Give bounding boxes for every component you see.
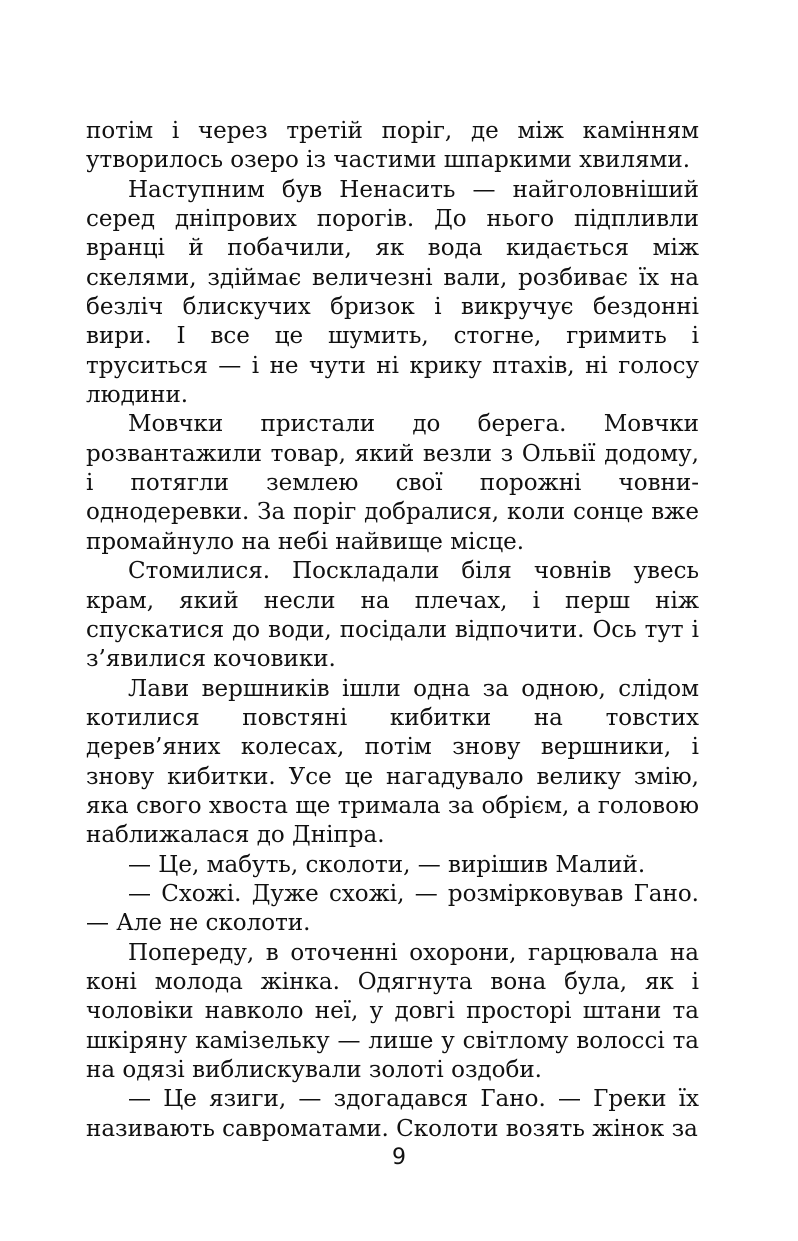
paragraph-9: — Це язиги, — здогадався Гано. — Греки їх називають савроматами. Сколоти возять жінок за xyxy=(86,1086,699,1142)
body-text xyxy=(86,117,699,1144)
paragraph-4: Стомилися. Поскладали біля човнів увесь крам, який несли на плечах, і перш ніж спускатися до води, посідали відпочити. Ось тут і з’явилися кочовики. xyxy=(86,558,699,673)
paragraph-2: Наступним був Ненасить — найголовніший серед дніпрових порогів. До нього підпливли вранці й побачили, як вода кидається між скелями, здіймає величезні вали, розбиває їх на безліч блискучих бризок і викручує бездонні вири. І все це шумить, стогне, гримить і труситься — і не чути ні крику птахів, ні голосу людини. xyxy=(86,176,699,409)
paragraph-5: Лави вершників ішли одна за одною, слідом котилися повстяні кибитки на товстих дерев’яних колесах, потім знову вершники, і знову кибитки. Усе це нагадувало велику змію, яка свого хвоста ще тримала за обрієм, а головою наближалася до Дніпра. xyxy=(86,675,699,849)
paragraph-1: потім і через третій поріг, де між камінням утворилось озеро із частими шпаркими хвилями. xyxy=(86,118,699,174)
paragraph-7: — Схожі. Дуже схожі, — розмірковував Гано. — Але не сколоти. xyxy=(86,880,699,937)
paragraph-6: — Це, мабуть, сколоти, — вирішив Малий. xyxy=(128,851,646,878)
page-number: 9 xyxy=(392,1145,406,1170)
paragraph-8: Попереду, в оточенні охорони, гарцювала на коні молода жінка. Одягнута вона була, як і чоловіки навколо неї, у довгі просторі штани та шкіряну камізельку — лише у світлому волоссі та на одязі виблискували золоті оздоби. xyxy=(86,939,699,1083)
paragraph-3: Мовчки пристали до берега. Мовчки розвантажили товар, який везли з Ольвії додому, і потягли землею свої порожні човни-однодеревки. За поріг добралися, коли сонце вже промайнуло на небі найвище місце. xyxy=(86,411,699,555)
